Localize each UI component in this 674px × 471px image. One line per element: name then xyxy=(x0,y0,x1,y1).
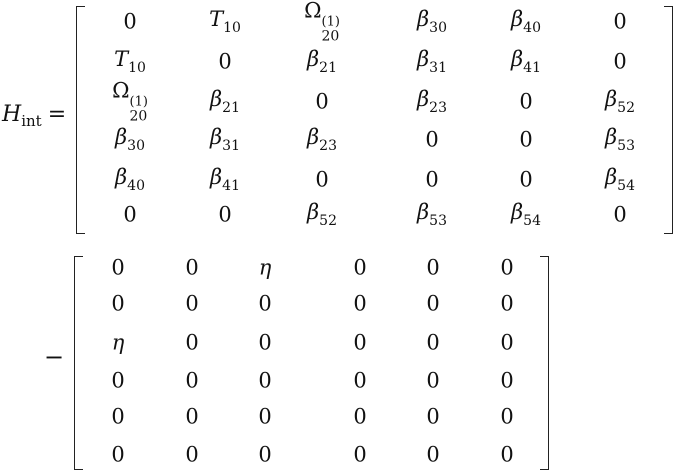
matrix1-cell-r2c2: 0 xyxy=(218,49,232,74)
matrix2-cell-r6c3: 0 xyxy=(258,442,272,467)
matrix2-cell-r2c6: 0 xyxy=(500,291,514,316)
matrix2-right-bracket xyxy=(540,256,549,470)
matrix1-cell-r1c1: 0 xyxy=(123,9,137,34)
matrix2-cell-r6c5: 0 xyxy=(426,442,440,467)
matrix2-cell-r1c6: 0 xyxy=(500,255,514,280)
matrix1-cell-r2c3: $\beta_{21}$ xyxy=(307,47,337,76)
matrix2-cell-r2c3: 0 xyxy=(258,291,272,316)
matrix2-cell-r6c4: 0 xyxy=(353,442,367,467)
matrix2-cell-r5c5: 0 xyxy=(426,404,440,429)
matrix2-cell-r4c4: 0 xyxy=(353,368,367,393)
matrix2-cell-r3c2: 0 xyxy=(185,330,199,355)
matrix2-cell-r1c1: 0 xyxy=(111,255,125,280)
matrix1-cell-r6c5: $\beta_{54}$ xyxy=(511,200,541,229)
lhs-symbol: H xyxy=(2,102,22,127)
matrix1-cell-r4c4: 0 xyxy=(425,127,439,152)
matrix1-cell-r6c4: $\beta_{53}$ xyxy=(417,200,447,229)
matrix2-cell-r6c6: 0 xyxy=(500,442,514,467)
matrix1-cell-r3c1: Ω (1) 20 xyxy=(112,78,148,125)
hamiltonian-lhs xyxy=(2,100,66,136)
matrix1-cell-r3c3: 0 xyxy=(315,89,329,114)
matrix2-cell-r4c1: 0 xyxy=(111,368,125,393)
matrix2-cell-r4c2: 0 xyxy=(185,368,199,393)
matrix2-cell-r5c6: 0 xyxy=(500,404,514,429)
matrix2-cell-r1c4: 0 xyxy=(353,255,367,280)
matrix2-cell-r2c1: 0 xyxy=(111,291,125,316)
matrix1-cell-r2c6: 0 xyxy=(613,49,627,74)
matrix1-cell-r3c6: $\beta_{52}$ xyxy=(605,87,635,116)
matrix1-cell-r2c1: $T_{10}$ xyxy=(114,47,146,76)
matrix1-cell-r1c6: 0 xyxy=(613,9,627,34)
matrix2-cell-r6c2: 0 xyxy=(185,442,199,467)
matrix2-cell-r4c6: 0 xyxy=(500,368,514,393)
matrix1-cell-r4c2: $\beta_{31}$ xyxy=(210,125,240,154)
matrix2-cell-r2c5: 0 xyxy=(426,291,440,316)
matrix2-cell-r2c2: 0 xyxy=(185,291,199,316)
matrix1-cell-r2c5: $\beta_{41}$ xyxy=(511,47,541,76)
matrix2-cell-r1c3: η xyxy=(258,255,272,280)
matrix1-left-bracket xyxy=(76,6,85,234)
matrix1-cell-r5c5: 0 xyxy=(519,167,533,192)
matrix1-cell-r1c4: $\beta_{30}$ xyxy=(417,7,447,36)
matrix2-cell-r6c1: 0 xyxy=(111,442,125,467)
matrix1-cell-r3c2: $\beta_{21}$ xyxy=(210,87,240,116)
lhs-subscript: int xyxy=(21,112,42,130)
equals-sign: = xyxy=(47,102,67,127)
matrix2-cell-r3c3: 0 xyxy=(258,330,272,355)
matrix2-cell-r3c1: η xyxy=(111,330,125,355)
matrix1-right-bracket xyxy=(664,6,673,234)
matrix1-cell-r1c5: $\beta_{40}$ xyxy=(511,7,541,36)
matrix2-cell-r4c5: 0 xyxy=(426,368,440,393)
matrix1-cell-r1c3: Ω (1) 20 xyxy=(304,0,340,45)
matrix2-cell-r5c4: 0 xyxy=(353,404,367,429)
matrix1-cell-r6c2: 0 xyxy=(218,202,232,227)
matrix1-cell-r1c2: $T_{10}$ xyxy=(209,7,241,36)
matrix1-cell-r3c4: $\beta_{23}$ xyxy=(417,87,447,116)
matrix2-left-bracket xyxy=(74,256,83,470)
matrix1-cell-r5c4: 0 xyxy=(425,167,439,192)
matrix1-cell-r6c1: 0 xyxy=(123,202,137,227)
matrix1-cell-r4c6: $\beta_{53}$ xyxy=(605,125,635,154)
matrix2-cell-r1c2: 0 xyxy=(185,255,199,280)
matrix1-cell-r4c5: 0 xyxy=(519,127,533,152)
matrix1-cell-r2c4: $\beta_{31}$ xyxy=(417,47,447,76)
matrix1-cell-r5c3: 0 xyxy=(315,167,329,192)
matrix1-cell-r5c2: $\beta_{41}$ xyxy=(210,165,240,194)
matrix1-cell-r4c3: $\beta_{23}$ xyxy=(307,125,337,154)
matrix2-cell-r2c4: 0 xyxy=(353,291,367,316)
matrix2-cell-r5c2: 0 xyxy=(185,404,199,429)
matrix2-cell-r5c1: 0 xyxy=(111,404,125,429)
matrix2-cell-r3c5: 0 xyxy=(426,330,440,355)
matrix2-cell-r3c4: 0 xyxy=(353,330,367,355)
matrix2-cell-r1c5: 0 xyxy=(426,255,440,280)
matrix1-cell-r6c6: 0 xyxy=(613,202,627,227)
minus-sign: − xyxy=(44,343,65,371)
matrix1-cell-r5c1: $\beta_{40}$ xyxy=(115,165,145,194)
matrix1-cell-r6c3: $\beta_{52}$ xyxy=(307,200,337,229)
matrix2-cell-r3c6: 0 xyxy=(500,330,514,355)
matrix1-cell-r4c1: $\beta_{30}$ xyxy=(115,125,145,154)
matrix2-cell-r5c3: 0 xyxy=(258,404,272,429)
matrix2-cell-r4c3: 0 xyxy=(258,368,272,393)
matrix1-cell-r3c5: 0 xyxy=(519,89,533,114)
matrix1-cell-r5c6: $\beta_{54}$ xyxy=(605,165,635,194)
